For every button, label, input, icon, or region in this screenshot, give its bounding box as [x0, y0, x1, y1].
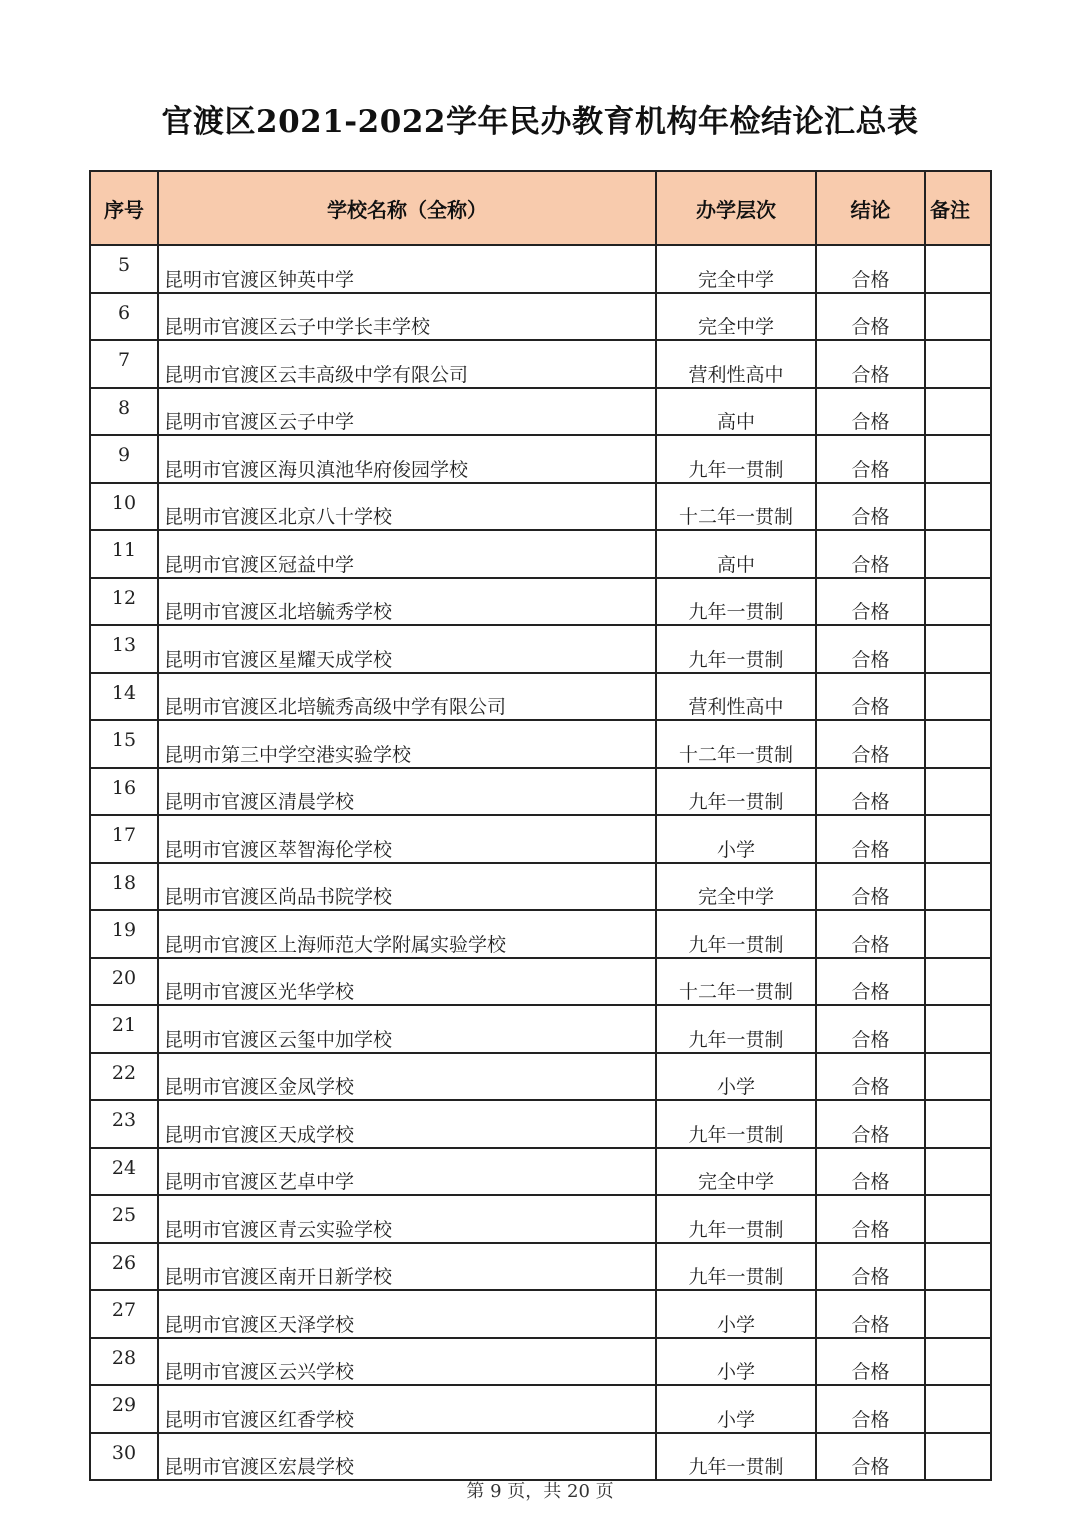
cell-remarks [925, 1433, 991, 1481]
level-text: 十二年一贯制 [678, 506, 793, 528]
cell-level [656, 1290, 816, 1338]
cell-index [90, 910, 158, 958]
cell-school-name [158, 1195, 656, 1243]
index-text: 16 [111, 776, 137, 799]
cell-index [90, 863, 158, 911]
school-name-text: 昆明市官渡区红香学校 [164, 1408, 355, 1431]
school-name-text: 昆明市官渡区天泽学校 [164, 1313, 355, 1336]
cell-level [656, 815, 816, 863]
cell-level [656, 293, 816, 341]
cell-level [656, 435, 816, 483]
cell-level [656, 340, 816, 388]
cell-remarks [925, 958, 991, 1006]
level-text: 九年一贯制 [688, 1123, 784, 1146]
cell-level [656, 1433, 816, 1481]
level-text: 高中 [716, 553, 755, 576]
school-name-text: 昆明市官渡区北培毓秀学校 [164, 601, 393, 623]
table-row [90, 1148, 991, 1196]
conclusion-text: 合格 [851, 1218, 890, 1241]
table-row [90, 673, 991, 721]
cell-remarks [925, 1290, 991, 1338]
cell-remarks [925, 720, 991, 768]
conclusion-text: 合格 [851, 411, 890, 433]
index-text: 24 [111, 1156, 137, 1179]
cell-remarks [925, 673, 991, 721]
index-text: 27 [111, 1299, 137, 1321]
cell-index [90, 293, 158, 341]
conclusion-text: 合格 [851, 506, 890, 528]
conclusion-text: 合格 [851, 838, 890, 861]
cell-school-name [158, 720, 656, 768]
conclusion-text: 合格 [851, 648, 890, 671]
cell-index [90, 1148, 158, 1196]
cell-level [656, 1385, 816, 1433]
cell-conclusion [816, 958, 925, 1006]
summary-table [89, 170, 992, 1481]
cell-level [656, 910, 816, 958]
cell-level [656, 1005, 816, 1053]
table-row [90, 1100, 991, 1148]
cell-level [656, 673, 816, 721]
school-name-text: 昆明市官渡区冠益中学 [164, 553, 355, 576]
cell-conclusion [816, 625, 925, 673]
level-text: 营利性高中 [688, 696, 784, 718]
cell-conclusion [816, 483, 925, 531]
cell-school-name [158, 768, 656, 816]
cell-index [90, 1290, 158, 1338]
cell-index [90, 1100, 158, 1148]
cell-remarks [925, 1100, 991, 1148]
level-text: 完全中学 [697, 268, 774, 291]
cell-remarks [925, 340, 991, 388]
index-text: 21 [111, 1014, 137, 1036]
index-text: 22 [111, 1061, 137, 1084]
cell-school-name [158, 1100, 656, 1148]
level-text: 九年一贯制 [688, 933, 784, 956]
cell-conclusion [816, 388, 925, 436]
cell-conclusion [816, 293, 925, 341]
level-text: 九年一贯制 [688, 648, 784, 671]
cell-index [90, 1053, 158, 1101]
cell-conclusion [816, 1100, 925, 1148]
conclusion-text: 合格 [851, 458, 890, 481]
level-text: 十二年一贯制 [678, 743, 793, 766]
cell-school-name [158, 1385, 656, 1433]
level-text: 完全中学 [697, 886, 774, 908]
level-text: 完全中学 [697, 1171, 774, 1193]
level-text: 十二年一贯制 [678, 981, 793, 1003]
cell-school-name [158, 815, 656, 863]
cell-index [90, 483, 158, 531]
cell-school-name [158, 1005, 656, 1053]
conclusion-text: 合格 [851, 1028, 890, 1051]
conclusion-text: 合格 [851, 1171, 890, 1193]
table-row [90, 388, 991, 436]
cell-remarks [925, 483, 991, 531]
cell-conclusion [816, 340, 925, 388]
cell-conclusion [816, 1290, 925, 1338]
cell-level [656, 1148, 816, 1196]
index-text: 12 [111, 586, 137, 609]
school-name-text: 昆明市官渡区星耀天成学校 [164, 648, 393, 671]
school-name-text: 昆明市官渡区尚品书院学校 [164, 886, 393, 908]
cell-school-name [158, 1243, 656, 1291]
conclusion-text: 合格 [851, 363, 890, 386]
index-text: 7 [117, 349, 131, 371]
cell-index [90, 530, 158, 578]
table-row [90, 815, 991, 863]
document-title: 官渡区2021-2022学年民办教育机构年检结论汇总表 [161, 104, 919, 140]
index-text: 25 [111, 1204, 137, 1226]
level-text: 小学 [716, 1313, 755, 1336]
index-text: 11 [111, 539, 137, 561]
conclusion-text: 合格 [851, 981, 890, 1003]
cell-level [656, 1243, 816, 1291]
cell-conclusion [816, 1385, 925, 1433]
cell-remarks [925, 1005, 991, 1053]
conclusion-text: 合格 [851, 1123, 890, 1146]
cell-conclusion [816, 1005, 925, 1053]
index-text: 20 [111, 966, 137, 989]
level-text: 营利性高中 [688, 363, 784, 386]
conclusion-text: 合格 [851, 1313, 890, 1336]
cell-index [90, 388, 158, 436]
cell-school-name [158, 530, 656, 578]
cell-level [656, 530, 816, 578]
cell-remarks [925, 578, 991, 626]
table-row [90, 1005, 991, 1053]
table-row [90, 1433, 991, 1481]
cell-conclusion [816, 768, 925, 816]
level-text: 小学 [716, 1408, 755, 1431]
table-row [90, 863, 991, 911]
cell-level [656, 863, 816, 911]
cell-school-name [158, 483, 656, 531]
conclusion-text: 合格 [851, 743, 890, 766]
cell-level [656, 768, 816, 816]
level-text: 小学 [716, 1076, 755, 1098]
cell-conclusion [816, 1433, 925, 1481]
cell-remarks [925, 1195, 991, 1243]
cell-remarks [925, 530, 991, 578]
cell-school-name [158, 435, 656, 483]
index-text: 26 [111, 1251, 137, 1274]
school-name-text: 昆明市官渡区北培毓秀高级中学有限公司 [164, 696, 507, 718]
index-text: 9 [117, 444, 131, 466]
table-row [90, 720, 991, 768]
cell-index [90, 1338, 158, 1386]
cell-remarks [925, 863, 991, 911]
cell-conclusion [816, 1195, 925, 1243]
school-name-text: 昆明市官渡区钟英中学 [164, 268, 355, 291]
cell-school-name [158, 958, 656, 1006]
table-row [90, 1195, 991, 1243]
table-row [90, 340, 991, 388]
cell-conclusion [816, 863, 925, 911]
school-name-text: 昆明市官渡区云子中学 [164, 411, 355, 433]
header-row [90, 171, 991, 245]
cell-remarks [925, 1338, 991, 1386]
school-name-text: 昆明市第三中学空港实验学校 [164, 743, 412, 766]
cell-remarks [925, 1148, 991, 1196]
school-name-text: 昆明市官渡区艺卓中学 [164, 1171, 355, 1193]
cell-remarks [925, 435, 991, 483]
level-text: 小学 [716, 838, 755, 861]
cell-level [656, 958, 816, 1006]
cell-index [90, 625, 158, 673]
level-text: 九年一贯制 [688, 601, 784, 623]
cell-conclusion [816, 1148, 925, 1196]
cell-school-name [158, 863, 656, 911]
cell-level [656, 1195, 816, 1243]
cell-index [90, 1195, 158, 1243]
table-row [90, 578, 991, 626]
school-name-text: 昆明市官渡区宏晨学校 [164, 1456, 355, 1478]
cell-index [90, 1433, 158, 1481]
cell-school-name [158, 1338, 656, 1386]
index-text: 15 [111, 729, 137, 751]
school-name-text: 昆明市官渡区云兴学校 [164, 1361, 355, 1383]
table-row [90, 530, 991, 578]
level-text: 九年一贯制 [688, 1028, 784, 1051]
cell-index [90, 815, 158, 863]
conclusion-text: 合格 [851, 316, 890, 338]
school-name-text: 昆明市官渡区清晨学校 [164, 791, 355, 813]
conclusion-text: 合格 [851, 268, 890, 291]
level-text: 高中 [716, 411, 755, 433]
cell-conclusion [816, 1338, 925, 1386]
cell-remarks [925, 245, 991, 293]
cell-conclusion [816, 530, 925, 578]
cell-conclusion [816, 815, 925, 863]
school-name-text: 昆明市官渡区萃智海伦学校 [164, 838, 393, 861]
page-footer: 第 9 页，共 20 页 [466, 1481, 614, 1502]
cell-school-name [158, 388, 656, 436]
cell-index [90, 958, 158, 1006]
cell-index [90, 673, 158, 721]
conclusion-text: 合格 [851, 1408, 890, 1431]
index-text: 17 [111, 824, 137, 846]
index-text: 14 [111, 681, 137, 704]
conclusion-text: 合格 [851, 791, 890, 813]
table-row [90, 958, 991, 1006]
table-row [90, 293, 991, 341]
index-text: 5 [117, 254, 131, 276]
school-name-text: 昆明市官渡区金凤学校 [164, 1076, 355, 1098]
level-text: 小学 [716, 1361, 755, 1383]
cell-school-name [158, 340, 656, 388]
level-text: 完全中学 [697, 316, 774, 338]
cell-school-name [158, 293, 656, 341]
level-text: 九年一贯制 [688, 791, 784, 813]
cell-level [656, 625, 816, 673]
conclusion-text: 合格 [851, 1076, 890, 1098]
cell-remarks [925, 625, 991, 673]
index-text: 30 [111, 1441, 137, 1464]
index-text: 23 [111, 1109, 137, 1131]
index-text: 6 [117, 301, 131, 324]
header-school-name: 学校名称（全称） [158, 171, 656, 245]
table-row [90, 910, 991, 958]
cell-conclusion [816, 673, 925, 721]
school-name-text: 昆明市官渡区北京八十学校 [164, 506, 393, 528]
index-text: 18 [111, 871, 137, 894]
cell-school-name [158, 1433, 656, 1481]
cell-level [656, 578, 816, 626]
conclusion-text: 合格 [851, 1361, 890, 1383]
cell-school-name [158, 910, 656, 958]
cell-school-name [158, 578, 656, 626]
cell-remarks [925, 388, 991, 436]
cell-conclusion [816, 720, 925, 768]
conclusion-text: 合格 [851, 1456, 890, 1478]
table-row [90, 1243, 991, 1291]
school-name-text: 昆明市官渡区海贝滇池华府俊园学校 [164, 458, 469, 481]
cell-index [90, 340, 158, 388]
school-name-text: 昆明市官渡区云丰高级中学有限公司 [164, 363, 469, 386]
school-name-text: 昆明市官渡区云子中学长丰学校 [164, 316, 431, 338]
table-row [90, 625, 991, 673]
cell-index [90, 245, 158, 293]
level-text: 九年一贯制 [688, 1456, 784, 1478]
header-level: 办学层次 [656, 171, 816, 245]
index-text: 13 [111, 634, 137, 656]
index-text: 10 [111, 491, 137, 514]
cell-conclusion [816, 910, 925, 958]
header-remarks: 备注 [925, 171, 991, 245]
table-row [90, 1385, 991, 1433]
cell-level [656, 1053, 816, 1101]
level-text: 九年一贯制 [688, 458, 784, 481]
cell-remarks [925, 1053, 991, 1101]
index-text: 8 [117, 396, 131, 419]
conclusion-text: 合格 [851, 1266, 890, 1288]
cell-level [656, 483, 816, 531]
cell-level [656, 388, 816, 436]
cell-remarks [925, 768, 991, 816]
school-name-text: 昆明市官渡区青云实验学校 [164, 1218, 393, 1241]
header-index: 序号 [90, 171, 158, 245]
cell-index [90, 768, 158, 816]
table-row [90, 1290, 991, 1338]
cell-remarks [925, 815, 991, 863]
cell-level [656, 245, 816, 293]
school-name-text: 昆明市官渡区天成学校 [164, 1123, 355, 1146]
index-text: 19 [111, 919, 137, 941]
index-text: 28 [111, 1346, 137, 1369]
cell-level [656, 1100, 816, 1148]
cell-conclusion [816, 435, 925, 483]
table-row [90, 435, 991, 483]
school-name-text: 昆明市官渡区上海师范大学附属实验学校 [164, 933, 507, 956]
table-row [90, 245, 991, 293]
school-name-text: 昆明市官渡区光华学校 [164, 981, 355, 1003]
cell-remarks [925, 910, 991, 958]
cell-index [90, 435, 158, 483]
index-text: 29 [111, 1394, 137, 1416]
conclusion-text: 合格 [851, 553, 890, 576]
cell-conclusion [816, 578, 925, 626]
school-name-text: 昆明市官渡区云玺中加学校 [164, 1028, 393, 1051]
conclusion-text: 合格 [851, 886, 890, 908]
cell-remarks [925, 1243, 991, 1291]
cell-school-name [158, 1148, 656, 1196]
table-row [90, 483, 991, 531]
table-row [90, 1338, 991, 1386]
cell-level [656, 720, 816, 768]
cell-level [656, 1338, 816, 1386]
header-conclusion: 结论 [816, 171, 925, 245]
conclusion-text: 合格 [851, 933, 890, 956]
cell-index [90, 1385, 158, 1433]
conclusion-text: 合格 [851, 696, 890, 718]
cell-index [90, 720, 158, 768]
conclusion-text: 合格 [851, 601, 890, 623]
school-name-text: 昆明市官渡区南开日新学校 [164, 1266, 393, 1288]
cell-conclusion [816, 1243, 925, 1291]
cell-index [90, 1243, 158, 1291]
level-text: 九年一贯制 [688, 1218, 784, 1241]
cell-conclusion [816, 1053, 925, 1101]
cell-index [90, 1005, 158, 1053]
cell-index [90, 578, 158, 626]
cell-remarks [925, 293, 991, 341]
table-row [90, 768, 991, 816]
cell-school-name [158, 625, 656, 673]
cell-remarks [925, 1385, 991, 1433]
cell-school-name [158, 673, 656, 721]
cell-conclusion [816, 245, 925, 293]
cell-school-name [158, 1053, 656, 1101]
cell-school-name [158, 1290, 656, 1338]
cell-school-name [158, 245, 656, 293]
level-text: 九年一贯制 [688, 1266, 784, 1288]
table-row [90, 1053, 991, 1101]
